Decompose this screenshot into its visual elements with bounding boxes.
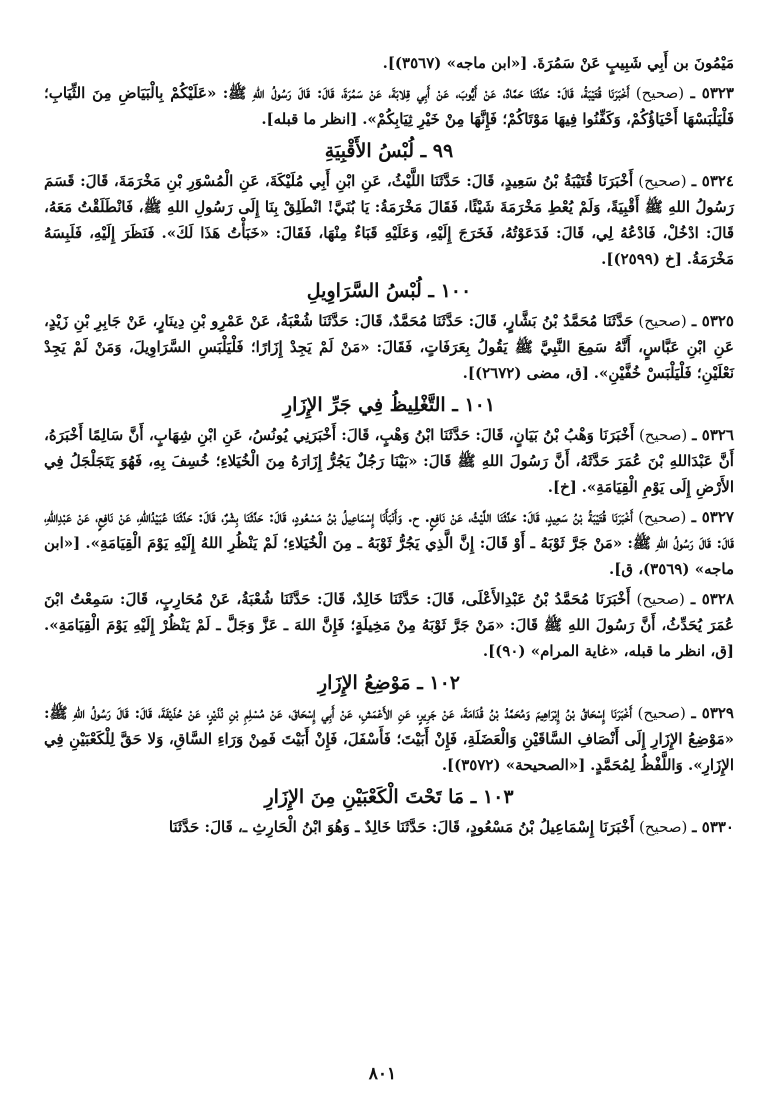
reference-text: [«الصحيحة» (٣٥٧٢)].: [441, 756, 586, 774]
isnad-text: أَخْبَرَنَا قُتَيْبَةُ، قَالَ: حَدَّثَنَا حَمَّادٌ، عَنْ أَيُّوبَ، عَنْ أَبِي قِلابَةَ، عَنْ سَمُرَةَ، قَالَ: قَالَ رَسُولُ اللهِ ﷺ:: [222, 84, 630, 102]
hadith-grade: (صحيح): [636, 590, 685, 608]
page-number: ٨٠١: [368, 1064, 397, 1084]
hadith-5325: [44, 308, 734, 386]
isnad-text: أَخْبَرَنَا قُتَيْبَةُ بْنُ سَعِيدٍ، قَالَ: حَدَّثَنَا اللَّيْثُ، عَنْ نَافِعٍ. ح. وَأَنْبَأَنَا إِسْمَاعِيلُ بْنُ مَسْعُودٍ، قَالَ: حَدَّثَنَا بِشْرٌ، قَالَ: حَدَّثَنَا عُبَيْدُاللهِ، عَنْ نَافِعٍ، عَنْ عَبْدِاللهِ، قَالَ: قَالَ رَسُولُ اللهِ ﷺ:: [44, 508, 734, 552]
hadith-5328: [44, 586, 734, 664]
reference-text: [ق، انظر ما قبله، «غاية المرام» (٩٠)].: [482, 642, 734, 660]
hadith-number: ٥٣٢٤ ـ: [691, 172, 734, 190]
page-body: [44, 50, 734, 844]
reference-text: [«ابن ماجه» (٣٥٦٩)، ق].: [44, 534, 734, 578]
matn-text: «مَنْ لَمْ يَجِدْ إِزَارًا؛ فَلْيَلْبَسِ السَّرَاوِيلَ، وَمَنْ لَمْ يَجِدْ نَعْلَيْنِ؛ فَلْيَلْبَسْ خُفَّيْنِ».: [44, 338, 734, 382]
matn-text: «مَنْ جَرَّ ثَوْبَهُ مِنْ مَخِيلَةٍ؛ فَإِنَّ اللهَ ـ عَزَّ وَجَلَّ ـ لَمْ يَنْظُرْ إِلَيْهِ يَوْمَ الْقِيَامَةِ».: [44, 616, 505, 634]
matn-text: «خَبَأْتُ هَذَا لَكَ». فَنَظَرَ إِلَيْهِ، فَلَبِسَهُ مَخْرَمَةُ.: [44, 224, 734, 268]
hadith-5330: [44, 814, 734, 840]
matn-text: «مَنْ جَرَّ ثَوْبَهُ ـ أَوْ قَالَ: إِنَّ الَّذِي يَجُرُّ ثَوْبَهُ ـ مِنَ الْخُيَلاءِ؛ لَمْ يَنْظُرِ اللهُ إِلَيْهِ يَوْمَ الْقِيَامَةِ».: [85, 534, 623, 552]
isnad-text: مَيْمُونَ بن أَبِي شَبِيبٍ عَنْ سَمُرَةَ.: [532, 54, 734, 72]
isnad-text: أَخْبَرَنَا إِسْحَاقُ بْنُ إِبْرَاهِيمَ وَمُحَمَّدُ بْنُ قُدَامَةَ، عَنْ جَرِيرٍ، عَنِ الأَعْمَشِ، عَنْ أَبِي إِسْحَاقَ، عَنْ مُسْلِمِ بْنِ نُذَيْرٍ، عَنْ حُذَيْفَةَ، قَالَ: قَالَ رَسُولُ اللهِ ﷺ:: [44, 704, 633, 722]
isnad-text: أَخْبَرَنَا قُتَيْبَةُ بْنُ سَعِيدٍ، قَالَ: حَدَّثَنَا اللَّيْثُ، عَنِ ابْنِ أَبِي مُلَيْكَةَ، عَنِ الْمُسْوَرِ بْنِ مَخْرَمَةَ، قَالَ: قَسَمَ رَسُولُ اللهِ ﷺ أَقْبِيَةً، وَلَمْ يُعْطِ مَخْرَمَةَ شَيْئًا، فَقَالَ مَخْرَمَةُ: يَا بُنَيَّ! انْطَلِقْ بِنَا إِلَى رَسُولِ اللهِ ﷺ، فَانْطَلَقْتُ مَعَهُ، قَالَ: ادْخُلْ، فَادْعُهُ لِي، قَالَ: فَدَعَوْتُهُ، فَخَرَجَ إِلَيْهِ، وَعَلَيْهِ قَبَاءٌ مِنْهَا، فَقَالَ:: [44, 172, 734, 242]
matn-text: «مَوْضِعُ الإِزَارِ إِلَى أَنْصَافِ السَّاقَيْنِ وَالْعَضَلَةِ، فَإِنْ أَبَيْتَ؛ فَأَسْفَلَ، فَإِنْ أَبَيْتَ فَمِنْ وَرَاءِ السَّاقِ، وَلا حَقَّ لِلْكَعْبَيْنِ فِي الإِزَارِ». وَاللَّفْظُ لِمُحَمَّدٍ.: [44, 730, 734, 774]
hadith-grade: (صحيح): [638, 508, 687, 526]
reference-text: [«ابن ماجه» (٣٥٦٧)].: [382, 54, 528, 72]
hadith-number: ٥٣٢٧ ـ: [691, 508, 734, 526]
chapter-heading-100: ١٠٠ ـ لُبْسُ السَّرَاوِيلِ: [306, 280, 472, 302]
matn-text: «بَيْنَا رَجُلٌ يَجُرُّ إِزَارَهُ مِنَ الْخُيَلاءِ؛ خُسِفَ بِهِ، فَهُوَ يَتَجَلْجَلُ فِي الأَرْضِ إِلَى يَوْمِ الْقِيَامَةِ».: [44, 452, 734, 496]
chapter-heading-103: ١٠٣ ـ مَا تَحْتَ الْكَعْبَيْنِ مِنَ الإِزَارِ: [264, 786, 514, 808]
hadith-5329: [44, 700, 734, 778]
hadith-number: ٥٣٢٨ ـ: [690, 590, 734, 608]
hadith-5324: [44, 168, 734, 272]
hadith-number: ٥٣٢٥ ـ: [691, 312, 734, 330]
hadith-number: ٥٣٢٦ ـ: [692, 426, 734, 444]
reference-text: [انظر ما قبله].: [261, 110, 358, 128]
hadith-number: ٥٣٢٣ ـ: [690, 84, 734, 102]
hadith-5327: [44, 504, 734, 582]
continuation-line: [44, 50, 734, 76]
isnad-text: حَدَّثَنَا مُحَمَّدُ بْنُ بَشَّارٍ، قَالَ: حَدَّثَنَا مُحَمَّدٌ، قَالَ: حَدَّثَنَا شُعْبَةُ، عَنْ عَمْرِو بْنِ دِينَارٍ، عَنْ جَابِرِ بْنِ زَيْدٍ، عَنِ ابْنِ عَبَّاسٍ، أَنَّهُ سَمِعَ النَّبِيَّ ﷺ يَقُولُ بِعَرَفَاتٍ، فَقَالَ:: [44, 312, 734, 356]
hadith-grade: (صحيح): [635, 84, 685, 102]
hadith-number: ٥٣٢٩ ـ: [691, 704, 734, 722]
reference-text: [خ (٢٥٩٩)].: [601, 250, 682, 268]
hadith-grade: (صحيح): [638, 172, 687, 190]
hadith-number: ٥٣٣٠ ـ: [692, 818, 734, 836]
chapter-heading-102: ١٠٢ ـ مَوْضِعُ الإِزَارِ: [317, 672, 461, 694]
isnad-text: أَخْبَرَنَا مُحَمَّدُ بْنُ عَبْدِالأَعْلَى، قَالَ: حَدَّثَنَا خَالِدٌ، قَالَ: حَدَّثَنَا شُعْبَةُ، عَنْ مُحَارِبٍ، قَالَ: سَمِعْتُ ابْنَ عُمَرَ يُحَدِّثُ، أَنَّ رَسُولَ اللهِ ﷺ قَالَ:: [44, 590, 734, 634]
isnad-text: أَخْبَرَنَا وَهْبُ بْنُ بَيَانٍ، قَالَ: حَدَّثَنَا ابْنُ وَهْبٍ، قَالَ: أَخْبَرَنِي يُونُسُ، عَنِ ابْنِ شِهَابٍ، أَنَّ سَالِمًا أَخْبَرَهُ، أَنَّ عَبْدَاللهِ بْنَ عُمَرَ حَدَّثَهُ، أَنَّ رَسُولَ اللهِ ﷺ قَالَ:: [44, 426, 734, 470]
matn-text: «عَلَيْكُمْ بِالْبَيَاضِ مِنَ الثِّيَابِ؛ فَلْيَلْبَسْهَا أَحْيَاؤُكُمْ، وَكَفِّنُوا فِيهَا مَوْتَاكُمْ؛ فَإِنَّهَا مِنْ خَيْرِ ثِيَابِكُمْ».: [44, 84, 734, 128]
hadith-5323: [44, 80, 734, 132]
reference-text: [خ].: [547, 478, 577, 496]
hadith-grade: (صحيح): [638, 426, 688, 444]
reference-text: [ق، مضى (٢٦٧٢)].: [462, 364, 589, 382]
hadith-grade: (صحيح): [638, 312, 687, 330]
hadith-grade: (صحيح): [639, 818, 688, 836]
chapter-heading-101: ١٠١ ـ التَّغْلِيظُ فِي جَرِّ الإِزَارِ: [282, 394, 496, 416]
chapter-heading-99: ٩٩ ـ لُبْسُ الأَقْبِيَةِ: [324, 140, 454, 162]
hadith-5326: [44, 422, 734, 500]
isnad-text: أَخْبَرَنَا إِسْمَاعِيلُ بْنُ مَسْعُودٍ، قَالَ: حَدَّثَنَا خَالِدٌ ـ وَهُوَ ابْنُ الْحَارِثِ ـ، قَالَ: حَدَّثَنَا: [168, 818, 635, 836]
hadith-grade: (صحيح): [637, 704, 686, 722]
